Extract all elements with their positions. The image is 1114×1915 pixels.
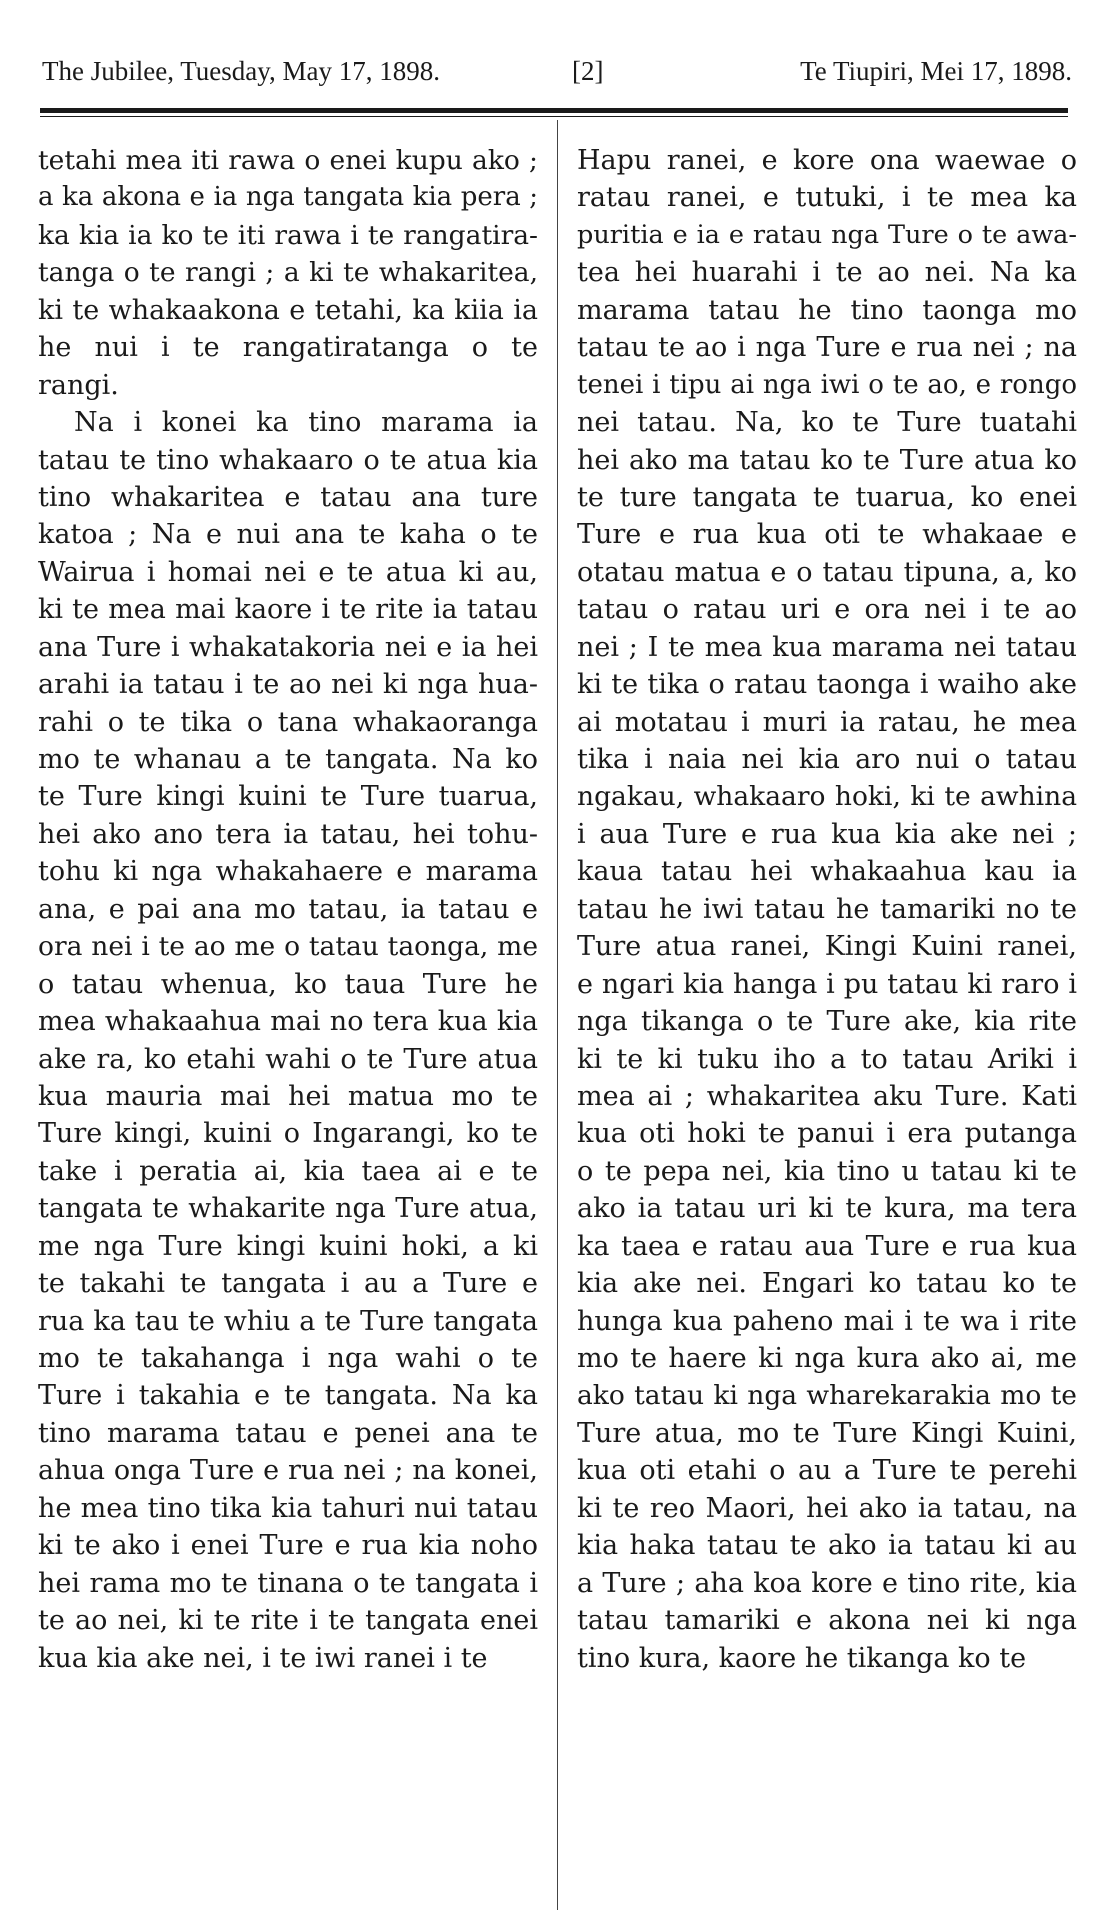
text-line: kia haka tatau te ako ia tatau ki au bbox=[577, 1530, 1077, 1562]
text-line: tea hei huarahi i te ao nei. Na ka bbox=[577, 257, 1077, 289]
text-line: tatau tamariki e akona nei ki nga bbox=[577, 1605, 1077, 1637]
text-line: mo te takahanga i nga wahi o te bbox=[38, 1343, 538, 1374]
text-line: ki te reo Maori, hei ako ia tatau, na bbox=[577, 1492, 1077, 1524]
text-line: ka taea e ratau aua Ture e rua kua bbox=[577, 1230, 1077, 1262]
text-line: puritia e ia e ratau nga Ture o te awa- bbox=[577, 219, 1077, 250]
text-line: Na i konei ka tino marama ia bbox=[74, 407, 538, 439]
text-line: nei ; I te mea kua marama nei tatau bbox=[577, 631, 1077, 663]
left-column bbox=[38, 142, 538, 1677]
text-line: ki te tika o ratau taonga i waiho ake bbox=[577, 669, 1077, 701]
text-line: Ture e rua kua oti te whakaae e bbox=[577, 519, 1077, 551]
text-line: arahi ia tatau i te ao nei ki nga hua- bbox=[38, 669, 538, 701]
text-line: ki te ki tuku iho a to tatau Ariki i bbox=[577, 1043, 1077, 1075]
text-line: tatau te tino whakaaro o te atua kia bbox=[38, 444, 538, 476]
text-line: rahi o te tika o tana whakaoranga bbox=[38, 706, 538, 738]
text-line: kia ake nei. Engari ko tatau ko te bbox=[577, 1268, 1077, 1300]
text-line: ai motatau i muri ia ratau, he mea bbox=[577, 706, 1077, 738]
text-line: tanga o te rangi ; a ki te whakaritea, bbox=[38, 257, 538, 289]
text-line: ora nei i te ao me o tatau taonga, me bbox=[38, 931, 538, 963]
text-line: Ture atua ranei, Kingi Kuini ranei, bbox=[577, 931, 1077, 963]
text-line: mo te haere ki nga kura ako ai, me bbox=[577, 1343, 1077, 1374]
text-line: ako ia tatau uri ki te kura, ma tera bbox=[577, 1193, 1077, 1225]
text-line: ki te mea mai kaore i te rite ia tatau bbox=[38, 594, 538, 626]
text-line: me nga Ture kingi kuini hoki, a ki bbox=[38, 1230, 538, 1262]
text-line: katoa ; Na e nui ana te kaha o te bbox=[38, 519, 538, 551]
text-line: tino kura, kaore he tikanga ko te bbox=[577, 1642, 1027, 1674]
text-line: mea ai ; whakaritea aku Ture. Kati bbox=[577, 1080, 1077, 1112]
text-line: te takahi te tangata i au a Ture e bbox=[38, 1268, 538, 1300]
text-line: rangi. bbox=[38, 369, 119, 401]
text-line: tohu ki nga whakahaere e marama bbox=[38, 856, 538, 888]
text-line: rua ka tau te whiu a te Ture tangata bbox=[38, 1305, 538, 1337]
text-line: e ngari kia hanga i pu tatau ki raro i bbox=[577, 968, 1077, 1000]
header-rule-thick bbox=[40, 108, 1068, 113]
text-line: te Ture kingi kuini te Ture tuarua, bbox=[38, 781, 538, 813]
text-line: hei rama mo te tinana o te tangata i bbox=[38, 1567, 538, 1599]
text-line: ratau ranei, e tutuki, i te mea ka bbox=[577, 182, 1077, 214]
text-line: kua oti hoki te panui i era putanga bbox=[577, 1118, 1077, 1150]
text-line: tetahi mea iti rawa o enei kupu ako ; bbox=[38, 145, 538, 176]
text-line: te ture tangata te tuarua, ko enei bbox=[577, 481, 1077, 513]
text-line: kua kia ake nei, i te iwi ranei i te bbox=[38, 1642, 488, 1674]
text-line: he mea tino tika kia tahuri nui tatau bbox=[38, 1492, 538, 1524]
text-line: otatau matua e o tatau tipuna, a, ko bbox=[577, 556, 1077, 588]
page-header bbox=[42, 56, 1072, 96]
text-line: hunga kua paheno mai i te wa i rite bbox=[577, 1305, 1077, 1337]
text-line: hei ako ano tera ia tatau, hei tohu- bbox=[38, 818, 538, 850]
text-line: ana, e pai ana mo tatau, ia tatau e bbox=[38, 893, 538, 925]
text-line: kua oti etahi o au a Ture te perehi bbox=[577, 1455, 1077, 1487]
text-line: Ture atua, mo te Ture Kingi Kuini, bbox=[577, 1417, 1077, 1449]
text-line: ka kia ia ko te iti rawa i te rangatira- bbox=[38, 219, 538, 251]
text-line: o te pepa nei, kia tino u tatau ki te bbox=[577, 1155, 1077, 1187]
text-line: tino marama tatau e penei ana te bbox=[38, 1417, 538, 1449]
text-line: Ture i takahia e te tangata. Na ka bbox=[38, 1380, 538, 1412]
text-line: ki te ako i enei Ture e rua kia noho bbox=[38, 1530, 538, 1562]
text-line: mo te whanau a te tangata. Na ko bbox=[38, 744, 538, 775]
text-line: Hapu ranei, e kore ona waewae o bbox=[577, 145, 1077, 176]
text-line: ake ra, ko etahi wahi o te Ture atua bbox=[38, 1043, 538, 1075]
text-line: i aua Ture e rua kua kia ake nei ; bbox=[577, 818, 1077, 850]
text-line: Ture kingi, kuini o Ingarangi, ko te bbox=[38, 1118, 538, 1150]
text-line: ngakau, whakaaro hoki, ki te awhina bbox=[577, 781, 1077, 813]
text-line: take i peratia ai, kia taea ai e te bbox=[38, 1155, 538, 1187]
header-maori-date: Te Tiupiri, Mei 17, 1898. bbox=[800, 56, 1072, 86]
header-rule-thin bbox=[40, 116, 1068, 117]
text-line: ki te whakaakona e tetahi, ka kiia ia bbox=[38, 294, 538, 326]
text-line: nga tikanga o te Ture ake, kia rite bbox=[577, 1006, 1077, 1038]
text-line: hei ako ma tatau ko te Ture atua ko bbox=[577, 444, 1077, 476]
text-line: a Ture ; aha koa kore e tino rite, kia bbox=[577, 1567, 1077, 1599]
text-line: tangata te whakarite nga Ture atua, bbox=[38, 1193, 538, 1225]
text-line: kaua tatau hei whakaahua kau ia bbox=[577, 856, 1077, 888]
text-line: kua mauria mai hei matua mo te bbox=[38, 1080, 538, 1112]
text-line: Wairua i homai nei e te atua ki au, bbox=[38, 556, 538, 588]
text-line: tenei i tipu ai nga iwi o te ao, e rongo bbox=[577, 369, 1077, 400]
text-line: ako tatau ki nga wharekarakia mo te bbox=[577, 1380, 1077, 1412]
text-line: he nui i te rangatiratanga o te bbox=[38, 332, 538, 364]
text-line: tika i naia nei kia aro nui o tatau bbox=[577, 744, 1077, 775]
text-line: tino whakaritea e tatau ana ture bbox=[38, 481, 538, 513]
right-column bbox=[577, 142, 1077, 1677]
text-line: te ao nei, ki te rite i te tangata enei bbox=[38, 1605, 538, 1637]
page-number: [2] bbox=[572, 56, 604, 86]
text-line: tatau o ratau uri e ora nei i te ao bbox=[577, 594, 1077, 626]
text-line: ana Ture i whakatakoria nei e ia hei bbox=[38, 631, 538, 663]
text-line: o tatau whenua, ko taua Ture he bbox=[38, 968, 538, 1000]
text-line: tatau te ao i nga Ture e rua nei ; na bbox=[577, 332, 1077, 364]
text-line: tatau he iwi tatau he tamariki no te bbox=[577, 893, 1077, 925]
text-line: a ka akona e ia nga tangata kia pera ; bbox=[38, 182, 538, 213]
text-line: ahua onga Ture e rua nei ; na konei, bbox=[38, 1455, 538, 1487]
text-line: mea whakaahua mai no tera kua kia bbox=[38, 1006, 538, 1038]
column-divider bbox=[557, 120, 558, 1910]
text-line: marama tatau he tino taonga mo bbox=[577, 294, 1077, 326]
text-line: nei tatau. Na, ko te Ture tuatahi bbox=[577, 407, 1077, 439]
header-english-date: The Jubilee, Tuesday, May 17, 1898. bbox=[42, 56, 440, 86]
